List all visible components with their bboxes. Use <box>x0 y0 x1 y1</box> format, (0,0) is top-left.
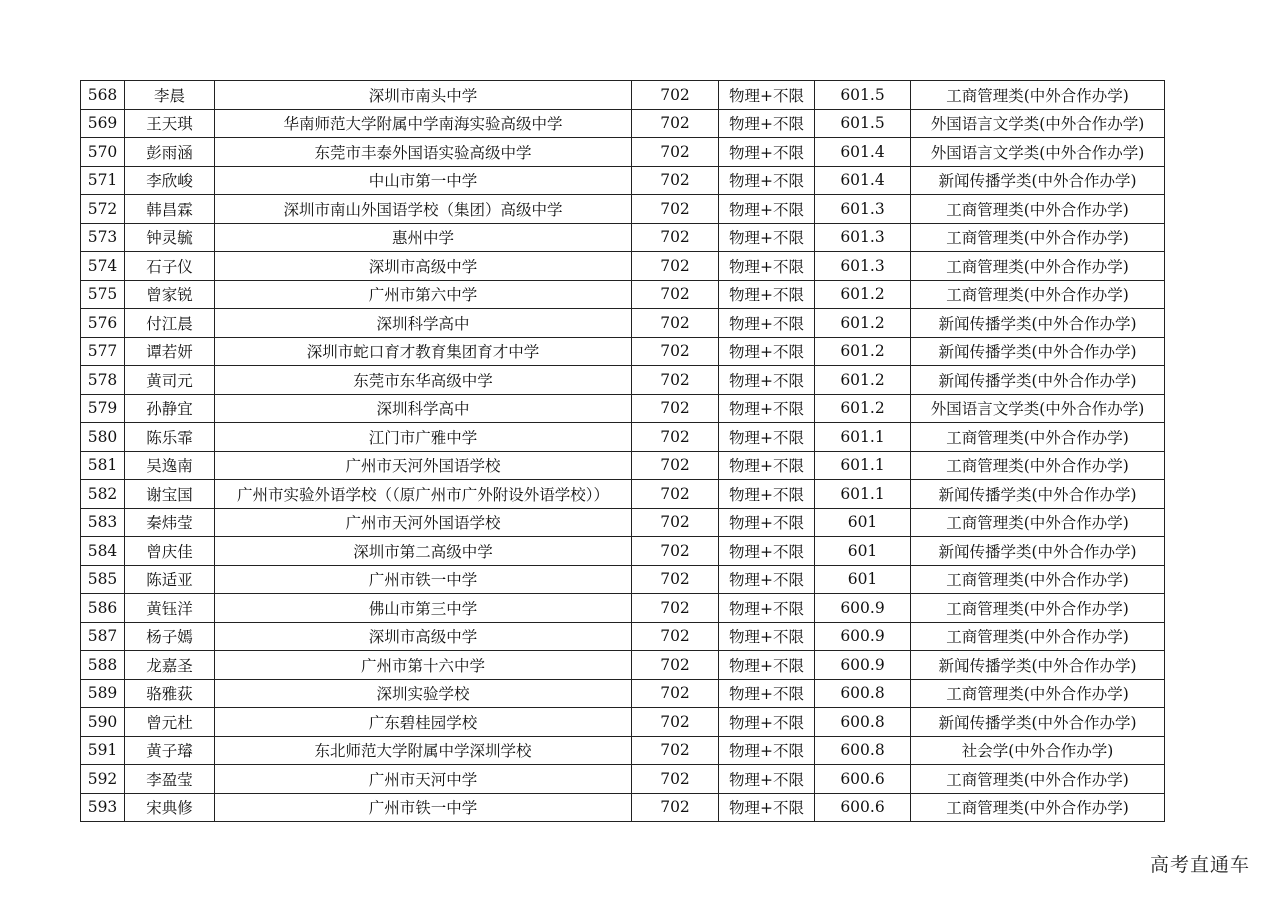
major-cell: 新闻传播学类(中外合作办学) <box>911 366 1165 395</box>
rank-cell: 583 <box>81 508 125 537</box>
table-row <box>81 708 1165 737</box>
major-cell: 社会学(中外合作办学) <box>911 736 1165 765</box>
major-cell: 工商管理类(中外合作办学) <box>911 622 1165 651</box>
major-cell: 新闻传播学类(中外合作办学) <box>911 480 1165 509</box>
watermark-text: 高考直通车 <box>1149 854 1250 876</box>
name-cell: 曾元杜 <box>125 708 215 737</box>
rank-cell: 587 <box>81 622 125 651</box>
score-cell: 600.8 <box>815 679 911 708</box>
code-cell: 702 <box>632 480 719 509</box>
subject-cell: 物理+不限 <box>719 508 815 537</box>
score-cell: 600.9 <box>815 651 911 680</box>
subject-cell: 物理+不限 <box>719 423 815 452</box>
subject-cell: 物理+不限 <box>719 109 815 138</box>
score-cell: 601.1 <box>815 480 911 509</box>
name-cell: 李欣峻 <box>125 166 215 195</box>
subject-cell: 物理+不限 <box>719 651 815 680</box>
code-cell: 702 <box>632 309 719 338</box>
rank-cell: 588 <box>81 651 125 680</box>
table-row <box>81 679 1165 708</box>
subject-cell: 物理+不限 <box>719 366 815 395</box>
score-cell: 600.8 <box>815 736 911 765</box>
code-cell: 702 <box>632 736 719 765</box>
table-row <box>81 394 1165 423</box>
school-cell: 深圳科学高中 <box>215 394 632 423</box>
major-cell: 工商管理类(中外合作办学) <box>911 594 1165 623</box>
subject-cell: 物理+不限 <box>719 252 815 281</box>
school-cell: 惠州中学 <box>215 223 632 252</box>
score-cell: 601.2 <box>815 309 911 338</box>
school-cell: 广州市第六中学 <box>215 280 632 309</box>
score-cell: 601.3 <box>815 223 911 252</box>
school-cell: 深圳市南头中学 <box>215 81 632 110</box>
rank-cell: 568 <box>81 81 125 110</box>
major-cell: 外国语言文学类(中外合作办学) <box>911 394 1165 423</box>
school-cell: 深圳市高级中学 <box>215 622 632 651</box>
score-cell: 600.6 <box>815 793 911 822</box>
school-cell: 深圳市蛇口育才教育集团育才中学 <box>215 337 632 366</box>
rank-cell: 585 <box>81 565 125 594</box>
subject-cell: 物理+不限 <box>719 394 815 423</box>
school-cell: 广州市铁一中学 <box>215 565 632 594</box>
score-cell: 600.8 <box>815 708 911 737</box>
table-row <box>81 537 1165 566</box>
name-cell: 谭若妍 <box>125 337 215 366</box>
rank-cell: 569 <box>81 109 125 138</box>
name-cell: 彭雨涵 <box>125 138 215 167</box>
major-cell: 外国语言文学类(中外合作办学) <box>911 109 1165 138</box>
rank-cell: 573 <box>81 223 125 252</box>
school-cell: 深圳市高级中学 <box>215 252 632 281</box>
name-cell: 曾家锐 <box>125 280 215 309</box>
admissions-table <box>80 80 1165 822</box>
code-cell: 702 <box>632 81 719 110</box>
code-cell: 702 <box>632 223 719 252</box>
name-cell: 陈适亚 <box>125 565 215 594</box>
name-cell: 李晨 <box>125 81 215 110</box>
name-cell: 吴逸南 <box>125 451 215 480</box>
rank-cell: 584 <box>81 537 125 566</box>
rank-cell: 586 <box>81 594 125 623</box>
school-cell: 东北师范大学附属中学深圳学校 <box>215 736 632 765</box>
school-cell: 广州市天河外国语学校 <box>215 451 632 480</box>
subject-cell: 物理+不限 <box>719 309 815 338</box>
code-cell: 702 <box>632 594 719 623</box>
school-cell: 深圳科学高中 <box>215 309 632 338</box>
subject-cell: 物理+不限 <box>719 765 815 794</box>
table-row <box>81 309 1165 338</box>
subject-cell: 物理+不限 <box>719 223 815 252</box>
code-cell: 702 <box>632 679 719 708</box>
major-cell: 新闻传播学类(中外合作办学) <box>911 337 1165 366</box>
major-cell: 工商管理类(中外合作办学) <box>911 508 1165 537</box>
code-cell: 702 <box>632 651 719 680</box>
score-cell: 601.5 <box>815 109 911 138</box>
subject-cell: 物理+不限 <box>719 736 815 765</box>
school-cell: 广东碧桂园学校 <box>215 708 632 737</box>
score-cell: 601.3 <box>815 195 911 224</box>
school-cell: 深圳市第二高级中学 <box>215 537 632 566</box>
score-cell: 601.4 <box>815 166 911 195</box>
score-cell: 601.5 <box>815 81 911 110</box>
rank-cell: 591 <box>81 736 125 765</box>
major-cell: 新闻传播学类(中外合作办学) <box>911 651 1165 680</box>
code-cell: 702 <box>632 765 719 794</box>
table-row <box>81 736 1165 765</box>
name-cell: 李盈莹 <box>125 765 215 794</box>
name-cell: 黄钰洋 <box>125 594 215 623</box>
score-cell: 601.2 <box>815 280 911 309</box>
subject-cell: 物理+不限 <box>719 793 815 822</box>
subject-cell: 物理+不限 <box>719 622 815 651</box>
name-cell: 孙静宜 <box>125 394 215 423</box>
school-cell: 华南师范大学附属中学南海实验高级中学 <box>215 109 632 138</box>
name-cell: 秦炜莹 <box>125 508 215 537</box>
major-cell: 工商管理类(中外合作办学) <box>911 195 1165 224</box>
name-cell: 王天琪 <box>125 109 215 138</box>
major-cell: 新闻传播学类(中外合作办学) <box>911 309 1165 338</box>
table-row <box>81 594 1165 623</box>
major-cell: 新闻传播学类(中外合作办学) <box>911 537 1165 566</box>
name-cell: 杨子嫣 <box>125 622 215 651</box>
subject-cell: 物理+不限 <box>719 166 815 195</box>
table-row <box>81 508 1165 537</box>
subject-cell: 物理+不限 <box>719 537 815 566</box>
name-cell: 石子仪 <box>125 252 215 281</box>
code-cell: 702 <box>632 793 719 822</box>
code-cell: 702 <box>632 280 719 309</box>
major-cell: 外国语言文学类(中外合作办学) <box>911 138 1165 167</box>
table-row <box>81 793 1165 822</box>
subject-cell: 物理+不限 <box>719 679 815 708</box>
rank-cell: 578 <box>81 366 125 395</box>
score-cell: 601.2 <box>815 394 911 423</box>
rank-cell: 580 <box>81 423 125 452</box>
subject-cell: 物理+不限 <box>719 594 815 623</box>
code-cell: 702 <box>632 537 719 566</box>
table-row <box>81 166 1165 195</box>
major-cell: 新闻传播学类(中外合作办学) <box>911 708 1165 737</box>
table-row <box>81 651 1165 680</box>
table-row <box>81 366 1165 395</box>
school-cell: 广州市天河中学 <box>215 765 632 794</box>
major-cell: 工商管理类(中外合作办学) <box>911 81 1165 110</box>
code-cell: 702 <box>632 708 719 737</box>
subject-cell: 物理+不限 <box>719 81 815 110</box>
major-cell: 工商管理类(中外合作办学) <box>911 679 1165 708</box>
table-row <box>81 765 1165 794</box>
school-cell: 东莞市丰泰外国语实验高级中学 <box>215 138 632 167</box>
code-cell: 702 <box>632 394 719 423</box>
score-cell: 601.2 <box>815 337 911 366</box>
subject-cell: 物理+不限 <box>719 451 815 480</box>
name-cell: 黄子璿 <box>125 736 215 765</box>
code-cell: 702 <box>632 508 719 537</box>
school-cell: 东莞市东华高级中学 <box>215 366 632 395</box>
school-cell: 广州市天河外国语学校 <box>215 508 632 537</box>
table-row <box>81 337 1165 366</box>
rank-cell: 572 <box>81 195 125 224</box>
major-cell: 工商管理类(中外合作办学) <box>911 280 1165 309</box>
school-cell: 佛山市第三中学 <box>215 594 632 623</box>
name-cell: 钟灵毓 <box>125 223 215 252</box>
rank-cell: 574 <box>81 252 125 281</box>
rank-cell: 581 <box>81 451 125 480</box>
rank-cell: 577 <box>81 337 125 366</box>
score-cell: 601.2 <box>815 366 911 395</box>
name-cell: 黄司元 <box>125 366 215 395</box>
school-cell: 广州市铁一中学 <box>215 793 632 822</box>
subject-cell: 物理+不限 <box>719 138 815 167</box>
code-cell: 702 <box>632 252 719 281</box>
table-row <box>81 280 1165 309</box>
table-row <box>81 480 1165 509</box>
major-cell: 新闻传播学类(中外合作办学) <box>911 166 1165 195</box>
major-cell: 工商管理类(中外合作办学) <box>911 451 1165 480</box>
school-cell: 广州市实验外语学校（（原广州市广外附设外语学校）） <box>215 480 632 509</box>
subject-cell: 物理+不限 <box>719 480 815 509</box>
score-cell: 601.3 <box>815 252 911 281</box>
rank-cell: 579 <box>81 394 125 423</box>
name-cell: 龙嘉圣 <box>125 651 215 680</box>
code-cell: 702 <box>632 366 719 395</box>
name-cell: 付江晨 <box>125 309 215 338</box>
school-cell: 中山市第一中学 <box>215 166 632 195</box>
major-cell: 工商管理类(中外合作办学) <box>911 223 1165 252</box>
score-cell: 601 <box>815 508 911 537</box>
rank-cell: 589 <box>81 679 125 708</box>
score-cell: 601 <box>815 537 911 566</box>
score-cell: 601 <box>815 565 911 594</box>
code-cell: 702 <box>632 195 719 224</box>
table-row <box>81 138 1165 167</box>
score-cell: 600.9 <box>815 594 911 623</box>
table-row <box>81 451 1165 480</box>
table-row <box>81 195 1165 224</box>
table-row <box>81 223 1165 252</box>
major-cell: 工商管理类(中外合作办学) <box>911 765 1165 794</box>
name-cell: 韩昌霖 <box>125 195 215 224</box>
rank-cell: 576 <box>81 309 125 338</box>
code-cell: 702 <box>632 622 719 651</box>
school-cell: 深圳市南山外国语学校（集团）高级中学 <box>215 195 632 224</box>
name-cell: 宋典修 <box>125 793 215 822</box>
major-cell: 工商管理类(中外合作办学) <box>911 793 1165 822</box>
name-cell: 骆雅荻 <box>125 679 215 708</box>
score-cell: 600.6 <box>815 765 911 794</box>
rank-cell: 571 <box>81 166 125 195</box>
school-cell: 江门市广雅中学 <box>215 423 632 452</box>
name-cell: 陈乐霏 <box>125 423 215 452</box>
subject-cell: 物理+不限 <box>719 565 815 594</box>
rank-cell: 593 <box>81 793 125 822</box>
name-cell: 曾庆佳 <box>125 537 215 566</box>
rank-cell: 570 <box>81 138 125 167</box>
table-row <box>81 109 1165 138</box>
major-cell: 工商管理类(中外合作办学) <box>911 565 1165 594</box>
code-cell: 702 <box>632 451 719 480</box>
school-cell: 深圳实验学校 <box>215 679 632 708</box>
rank-cell: 582 <box>81 480 125 509</box>
code-cell: 702 <box>632 109 719 138</box>
score-cell: 601.1 <box>815 423 911 452</box>
code-cell: 702 <box>632 337 719 366</box>
major-cell: 工商管理类(中外合作办学) <box>911 423 1165 452</box>
code-cell: 702 <box>632 565 719 594</box>
table-row <box>81 622 1165 651</box>
rank-cell: 590 <box>81 708 125 737</box>
name-cell: 谢宝国 <box>125 480 215 509</box>
subject-cell: 物理+不限 <box>719 337 815 366</box>
subject-cell: 物理+不限 <box>719 195 815 224</box>
table-body <box>81 81 1165 822</box>
code-cell: 702 <box>632 166 719 195</box>
major-cell: 工商管理类(中外合作办学) <box>911 252 1165 281</box>
code-cell: 702 <box>632 138 719 167</box>
table-row <box>81 81 1165 110</box>
table-row <box>81 565 1165 594</box>
rank-cell: 575 <box>81 280 125 309</box>
score-cell: 601.1 <box>815 451 911 480</box>
subject-cell: 物理+不限 <box>719 280 815 309</box>
school-cell: 广州市第十六中学 <box>215 651 632 680</box>
rank-cell: 592 <box>81 765 125 794</box>
table-row <box>81 423 1165 452</box>
code-cell: 702 <box>632 423 719 452</box>
table-row <box>81 252 1165 281</box>
subject-cell: 物理+不限 <box>719 708 815 737</box>
score-cell: 601.4 <box>815 138 911 167</box>
score-cell: 600.9 <box>815 622 911 651</box>
